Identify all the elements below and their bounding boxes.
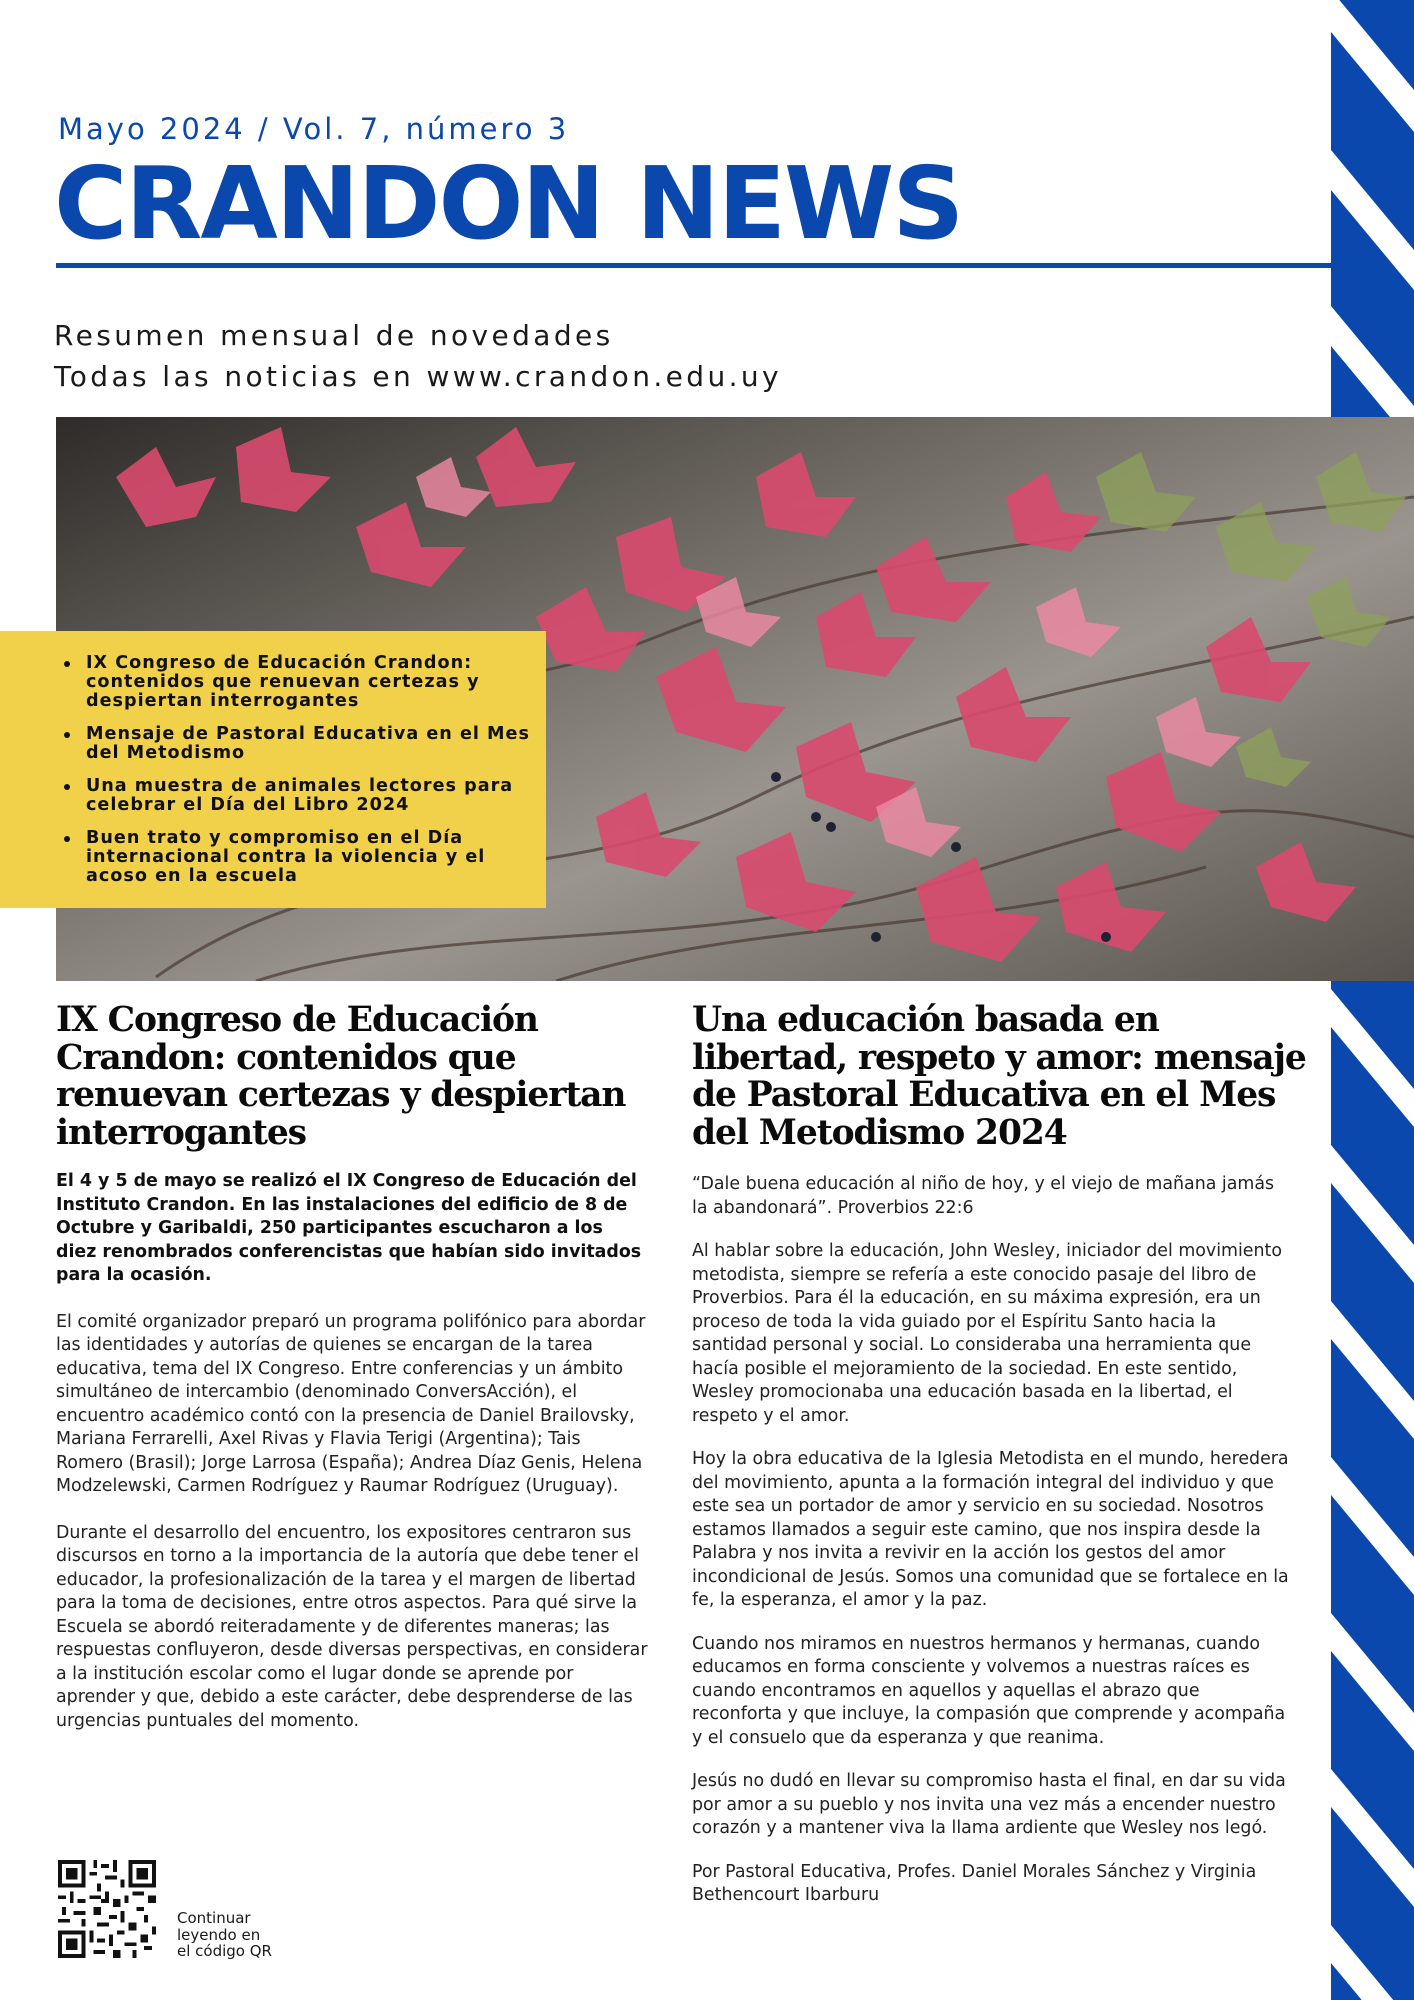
decorative-stripes-top <box>1331 0 1414 417</box>
qr-caption-line: el código QR <box>177 1942 272 1960</box>
article-left-paragraph: Durante el desarrollo del encuentro, los expositores centraron sus discursos en torno a la importancia de la autoría que debe tener el educador, la profesionalización de la tarea y el margen de libertad para la toma de decisiones, entre otros aspectos. Para qué sirve la Escuela se abordó reiteradamente y de diferentes maneras; las respuestas confluyeron, desde diversas perspectivas, en considerar a la institución escolar como el lugar donde se aprende por aprender y que, debido a este carácter, debe desprenderse de las urgencias puntuales del momento. <box>56 1522 648 1731</box>
article-left-paragraph: El comité organizador preparó un programa polifónico para abordar las identidades y autorías de quienes se encargan de la tarea educativa, tema del IX Congreso. Entre conferencias y un ámbito simultáneo de intercambio (denominado ConversAcción), el encuentro académico contó con la presencia de Daniel Brailovsky, Mariana Ferrarelli, Axel Rivas y Flavia Terigi (Argentina); Tais Romero (Brasil); Jorge Larrosa (España); Andrea Díaz Genis, Helena Modzelewski, Carmen Rodríguez y Raumar Rodríguez (Uruguay). <box>56 1311 646 1496</box>
article-left-headline: IX Congreso de Educación Crandon: contenidos que renuevan certezas y despiertan interrogantes <box>56 1000 626 1153</box>
masthead-title: CRANDON NEWS <box>54 145 963 262</box>
article-right-byline: Por Pastoral Educativa, Profes. Daniel Morales Sánchez y Virginia Bethencourt Ibarburu <box>692 1861 1257 1905</box>
article-right-paragraph: Hoy la obra educativa de la Iglesia Metodista en el mundo, heredera del movimiento, apunta a la formación integral del individuo y que este sea un portador de amor y servicio en su sociedad. Nosotros estamos llamados a seguir este camino, que nos inspira desde la Palabra y nos invita a revivir en la acción los gestos del amor incondicional de Jesús. Somos una comunidad que se fortalece en la fe, la esperanza, el amor y la paz. <box>692 1449 1289 1610</box>
article-right-paragraph: Jesús no dudó en llevar su compromiso hasta el final, en dar su vida por amor a su pueblo y nos invita una vez más a encender nuestro corazón y a mantener viva la llama ardiente que Wesley nos legó. <box>692 1771 1286 1838</box>
highlight-item: IX Congreso de Educación Crandon: contenidos que renuevan certezas y despiertan interrogantes <box>36 654 534 711</box>
article-right-paragraph: Al hablar sobre la educación, John Wesley, iniciador del movimiento metodista, siempre se refería a este conocido pasaje del libro de Proverbios. Para él la educación, en su máxima expresión, era un proceso de toda la vida guiado por el Espíritu Santo hacia la santidad personal y social. Lo consideraba una herramienta que hacía posible el mejoramiento de la sociedad. En este sentido, Wesley promocionaba una educación basada en la libertad, el respeto y el amor. <box>692 1241 1282 1426</box>
highlights-list <box>36 654 534 886</box>
highlights-box <box>0 631 546 908</box>
article-right-headline: Una educación basada en libertad, respeto y amor: mensaje de Pastoral Educativa en el Mes del Metodismo 2024 <box>692 1000 1306 1153</box>
article-left-body <box>56 1170 648 1756</box>
article-right-body <box>692 1173 1292 1928</box>
tagline-summary: Resumen mensual de novedades <box>54 319 614 352</box>
tagline <box>54 315 782 397</box>
decorative-stripes-bottom <box>1331 981 1414 2000</box>
highlight-item: Mensaje de Pastoral Educativa en el Mes del Metodismo <box>36 725 534 763</box>
masthead-rule <box>56 263 1332 268</box>
qr-caption-line: leyendo en <box>177 1925 261 1944</box>
qr-code-icon[interactable] <box>58 1860 156 1958</box>
article-right-paragraph: “Dale buena educación al niño de hoy, y el viejo de mañana jamás la abandonará”. Proverbios 22:6 <box>692 1174 1275 1218</box>
qr-caption-line: Continuar <box>177 1909 251 1927</box>
tagline-website[interactable]: Todas las noticias en www.crandon.edu.uy <box>54 360 783 393</box>
highlight-item: Buen trato y compromiso en el Día internacional contra la violencia y el acoso en la escuela <box>36 829 534 886</box>
highlight-item: Una muestra de animales lectores para celebrar el Día del Libro 2024 <box>36 777 534 815</box>
article-right-paragraph: Cuando nos miramos en nuestros hermanos y hermanas, cuando educamos en forma consciente y volvemos a nuestras raíces es cuando encontramos en aquellos y aquellas el abrazo que reconforta y que incluye, la compasión que comprende y acompaña y el consuelo que da esperanza y que reanima. <box>692 1633 1286 1748</box>
article-left-lead: El 4 y 5 de mayo se realizó el IX Congreso de Educación del Instituto Crandon. En las instalaciones del edificio de 8 de Octubre y Garibaldi, 250 participantes escucharon a los diez renombrados conferencistas que habían sido invitados para la ocasión. <box>56 1171 642 1285</box>
issue-line: Mayo 2024 / Vol. 7, número 3 <box>58 112 570 146</box>
qr-caption <box>177 1910 272 1960</box>
